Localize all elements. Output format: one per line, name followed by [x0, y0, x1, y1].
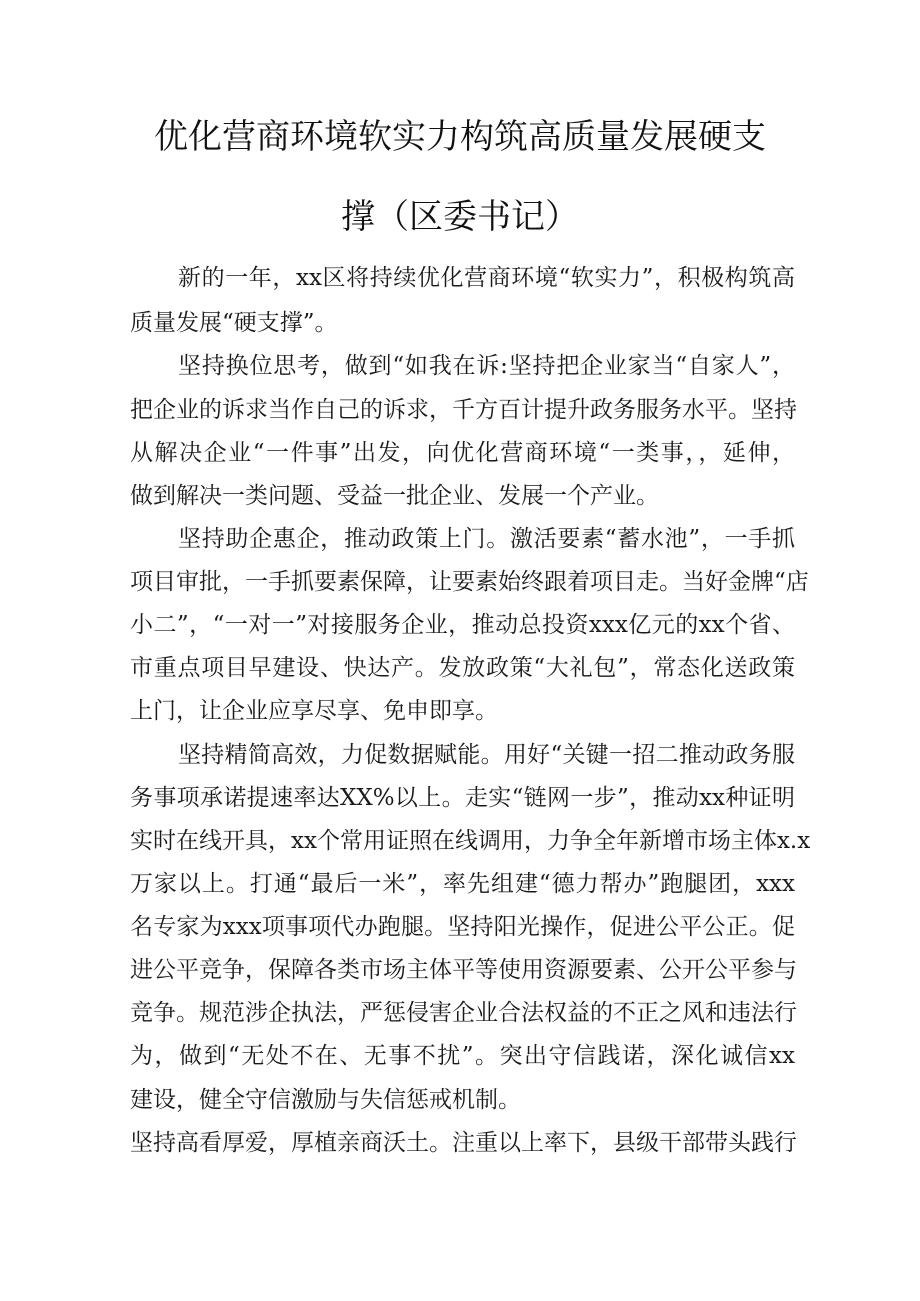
- paragraph-line: 质量发展“硬支撑”。: [130, 310, 338, 336]
- paragraph-line: 把企业的诉求当作自己的诉求，千方百计提升政务服务水平。坚持: [130, 397, 797, 423]
- paragraph-line: 项目审批，一手抓要素保障，让要素始终跟着项目走。当好金牌“店: [130, 569, 809, 595]
- document-title-line-1: 优化营商环境软实力构筑高质量发展硬支: [154, 117, 766, 157]
- paragraph-line: 建设，健全守信激励与失信惩戒机制。: [130, 1087, 521, 1113]
- paragraph-line: 新的一年，xx区将持续优化营商环境“软实力”，积极构筑高: [178, 265, 795, 291]
- paragraph-line: 上门，让企业应享尽享、免申即享。: [130, 698, 498, 724]
- paragraph-line: 竞争。规范涉企执法，严惩侵害企业合法权益的不正之风和违法行: [130, 1000, 797, 1026]
- paragraph-line: 坚持换位思考，做到“如我在诉:坚持把企业家当“自家人”，: [178, 353, 795, 379]
- paragraph-line: 做到解决一类问题、受益一批企业、发展一个产业。: [130, 483, 659, 509]
- paragraph-line: 坚持高看厚爱，厚植亲商沃土。注重以上率下，县级干部带头践行: [130, 1130, 797, 1156]
- paragraph-line: 进公平竞争，保障各类市场主体平等使用资源要素、公开公平参与: [130, 957, 797, 983]
- paragraph-line: 为，做到“无处不在、无事不扰”。突出守信践诺，深化诚信xx: [130, 1043, 795, 1069]
- paragraph-line: 坚持助企惠企，推动政策上门。激活要素“蓄水池”，一手抓: [178, 526, 795, 552]
- paragraph-line: 坚持精简高效，力促数据赋能。用好“关键一招二推动政务服: [178, 742, 795, 768]
- paragraph-line: 万家以上。打通“最后一米”，率先组建“德力帮办”跑腿团，xxx: [130, 871, 795, 897]
- paragraph-line: 名专家为xxx项事项代办跑腿。坚持阳光操作，促进公平公正。促: [130, 914, 795, 940]
- paragraph-line: 实时在线开具，xx个常用证照在线调用，力争全年新增市场主体x.x: [130, 828, 811, 854]
- paragraph-line: 从解决企业“一件事”出发，向优化营商环境“一类事，，延伸，: [130, 440, 795, 466]
- document-title-line-2: 撑（区委书记）: [341, 197, 579, 237]
- paragraph-line: 小二”，“一对一”对接服务企业，推动总投资xxx亿元的xx个省、: [130, 612, 795, 638]
- paragraph-line: 市重点项目早建设、快达产。发放政策“大礼包”，常态化送政策: [130, 655, 795, 681]
- paragraph-line: 务事项承诺提速率达XX%以上。走实“链网一步”，推动xx种证明: [130, 785, 795, 811]
